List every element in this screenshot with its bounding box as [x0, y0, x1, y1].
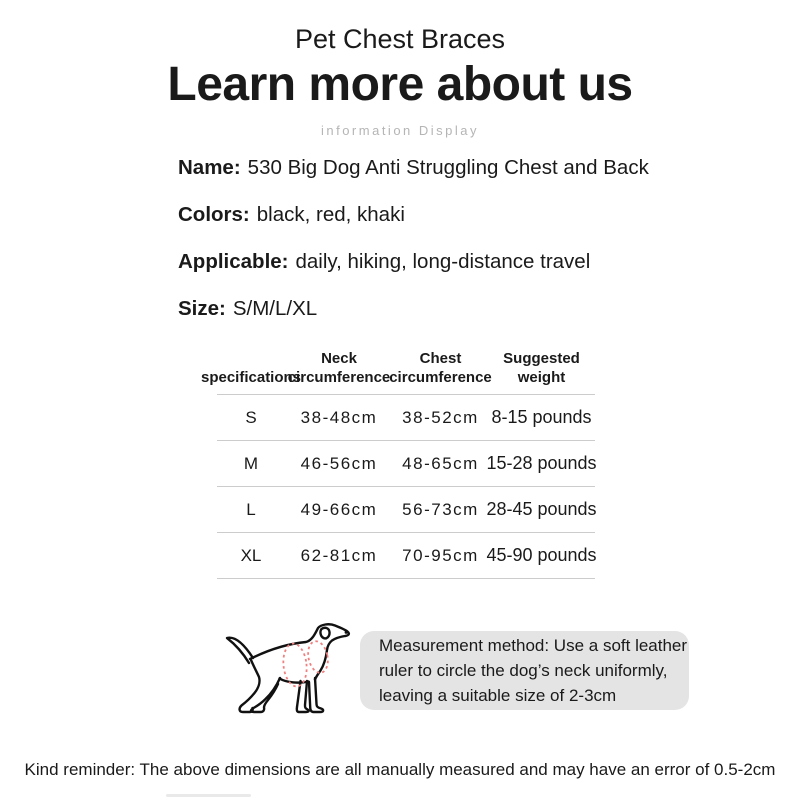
table-row-size-l: [217, 487, 595, 533]
cell-size: M: [243, 453, 259, 473]
col-chest-line2: circumference: [389, 369, 492, 386]
information-display-tagline: information Display: [320, 123, 480, 138]
measurement-method-note-box: [360, 631, 689, 710]
bottom-indicator-bar: [166, 794, 251, 797]
col-weight-line2: weight: [517, 369, 566, 386]
size-specification-table: [200, 345, 597, 579]
cell-size: XL: [240, 545, 262, 565]
neck-measurement-ellipse: [305, 639, 330, 674]
detail-size: [178, 297, 649, 344]
col-neck-line2: circumference: [287, 369, 391, 386]
note-line-3: leaving a suitable size of 2-3cm: [379, 686, 617, 705]
dog-hind-leg-far: [240, 660, 260, 712]
product-category-subtitle: Pet Chest Braces: [294, 24, 506, 54]
col-specifications-line1: specifications: [200, 369, 302, 386]
col-chest-circumference: [389, 349, 492, 394]
detail-colors-value: black, red, khaki: [256, 203, 405, 226]
dog-ear: [320, 628, 329, 639]
dog-front-leg-near: [309, 678, 323, 712]
dog-nose: [345, 631, 348, 634]
cell-neck: 46-56cm: [300, 453, 378, 473]
cell-chest: 38-52cm: [402, 407, 479, 427]
detail-applicable-label: Applicable:: [178, 250, 289, 273]
page-title: Learn more about us: [167, 58, 633, 111]
size-table-header-row: [200, 345, 595, 395]
table-row-size-m: [217, 441, 595, 487]
col-neck-line1: Neck: [321, 350, 357, 367]
cell-neck: 62-81cm: [300, 545, 378, 565]
cell-chest: 48-65cm: [402, 453, 479, 473]
cell-chest: 56-73cm: [402, 499, 479, 519]
detail-size-value: S/M/L/XL: [232, 297, 318, 320]
cell-chest: 70-95cm: [402, 545, 479, 565]
detail-colors-label: Colors:: [178, 203, 250, 226]
detail-name: [178, 156, 649, 203]
cell-neck: 38-48cm: [300, 407, 378, 427]
detail-colors: [178, 203, 649, 250]
cell-weight: 15-28 pounds: [486, 453, 597, 473]
table-row-size-s: [217, 395, 595, 441]
product-details-list: [178, 156, 649, 344]
col-specifications: [201, 368, 301, 394]
col-chest-line1: Chest: [419, 350, 462, 367]
note-line-2: ruler to circle the dog’s neck uniformly,: [379, 661, 668, 680]
note-line-1: Measurement method: Use a soft leather: [379, 636, 688, 655]
cell-weight: 45-90 pounds: [486, 545, 597, 565]
detail-name-value: 530 Big Dog Anti Struggling Chest and Back: [247, 156, 649, 179]
cell-neck: 49-66cm: [300, 499, 378, 519]
cell-size: L: [246, 499, 256, 519]
detail-applicable: [178, 250, 649, 297]
cell-size: S: [245, 407, 257, 427]
cell-weight: 8-15 pounds: [491, 407, 592, 427]
detail-size-label: Size:: [178, 297, 226, 320]
col-suggested-weight: [503, 349, 580, 394]
dog-hind-leg-near: [251, 678, 280, 712]
detail-name-label: Name:: [178, 156, 241, 179]
cell-weight: 28-45 pounds: [486, 499, 597, 519]
dog-body-outline: [250, 624, 349, 679]
table-row-size-xl: [217, 533, 595, 579]
col-neck-circumference: [288, 349, 391, 394]
dog-line-drawing-icon: [224, 611, 364, 739]
kind-reminder-text: Kind reminder: The above dimensions are all manually measured and may have an error of 0.5-2cm: [24, 760, 776, 779]
col-weight-line1: Suggested: [503, 350, 580, 367]
detail-applicable-value: daily, hiking, long-distance travel: [295, 250, 591, 273]
